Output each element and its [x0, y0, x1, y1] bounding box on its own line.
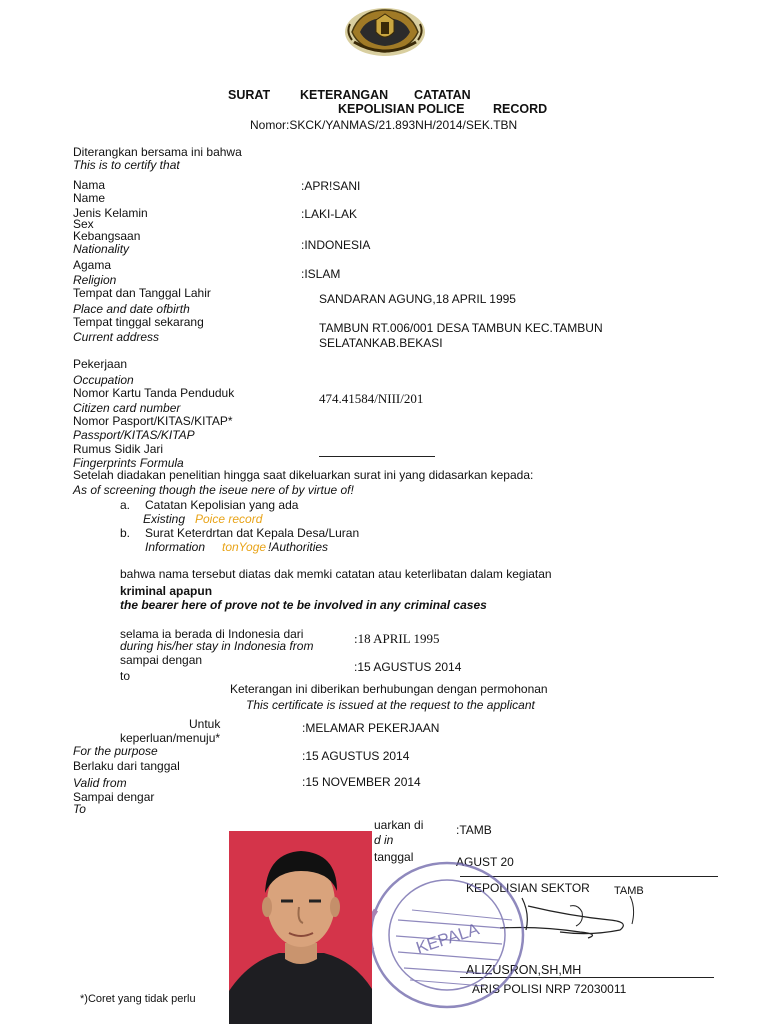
purpose-label-1: Untuk	[189, 717, 221, 731]
signature-name: ALIZUSRON,SH,MH	[466, 963, 582, 977]
stay-from-value: :18 APRIL 1995	[354, 631, 440, 646]
field-birth-value: SANDARAN AGUNG,18 APRIL 1995	[319, 292, 516, 306]
valid-to-value: :15 NOVEMBER 2014	[302, 775, 421, 789]
statement-line-3: the bearer here of prove not te be involved in any criminal cases	[120, 598, 487, 612]
list-a-en-highlight: Poice record	[195, 512, 263, 526]
screening-en: As of screening though the iseue nere of by virtue of!	[73, 483, 354, 497]
field-name-value: :APR!SANI	[301, 179, 361, 193]
field-address-value-2: SELATANKAB.BEKASI	[319, 336, 443, 350]
field-address-label-en: Current address	[73, 330, 160, 344]
list-b-en-tail: !Authorities	[268, 540, 329, 554]
field-occupation-label: Pekerjaan	[73, 357, 128, 371]
field-nationality-label: Kebangsaan	[73, 229, 141, 243]
stay-id: selama ia berada di Indonesia dari	[120, 627, 304, 641]
field-address-label: Tempat tinggal sekarang	[73, 315, 204, 329]
field-birth-label: Tempat dan Tanggal Lahir	[73, 286, 211, 300]
list-b-id: Surat Keterdrtan dat Kepala Desa/Luran	[145, 526, 360, 540]
field-religion-label-en: Religion	[73, 273, 117, 287]
field-sex-label: Jenis Kelamin	[73, 206, 148, 220]
field-address-value: TAMBUN RT.006/001 DESA TAMBUN KEC.TAMBUN	[319, 321, 603, 335]
signature-rank: ARIS POLISI NRP 72030011	[472, 982, 627, 996]
list-b-en-highlight: tonYoge	[222, 540, 267, 554]
field-sex-value: :LAKI-LAK	[301, 207, 358, 221]
field-name-label-en: Name	[73, 191, 106, 205]
field-nationality-label-en: Nationality	[73, 242, 130, 256]
title-word-2: KETERANGAN	[300, 88, 389, 102]
signature-office: KEPOLISIAN SEKTOR	[466, 881, 590, 895]
list-b-en: Information	[145, 540, 206, 554]
valid-from-id: Berlaku dari tanggal	[73, 759, 180, 773]
issue-place-line-3: tanggal	[374, 850, 414, 864]
field-idcard-label-en: Citizen card number	[73, 401, 181, 415]
title-word-4: KEPOLISIAN POLICE	[338, 102, 465, 116]
valid-from-value: :15 AGUSTUS 2014	[302, 749, 410, 763]
intro-en: This is to certify that	[73, 158, 180, 172]
field-idcard-label: Nomor Kartu Tanda Penduduk	[73, 386, 235, 400]
official-stamp	[352, 850, 532, 1020]
valid-to-en: To	[73, 802, 86, 816]
issue-date-value: AGUST 20	[456, 855, 514, 869]
title-word-5: RECORD	[493, 102, 548, 116]
issue-place-line-2: d in	[374, 833, 394, 847]
issued-id: Keterangan ini diberikan berhubungan dengan permohonan	[230, 682, 548, 696]
signature-office-tail: TAMB	[614, 885, 644, 897]
purpose-label-en: For the purpose	[73, 744, 158, 758]
issued-en: This certificate is issued at the request to the applicant	[246, 698, 535, 712]
purpose-value: :MELAMAR PEKERJAAN	[302, 721, 440, 735]
screening-id: Setelah diadakan penelitian hingga saat dikeluarkan surat ini yang didasarkan kepada:	[73, 468, 534, 482]
valid-from-en: Valid from	[73, 776, 127, 790]
field-name-label: Nama	[73, 178, 106, 192]
stay-en: during his/her stay in Indonesia from	[120, 639, 314, 653]
footnote: *)Coret yang tidak perlu	[80, 993, 196, 1005]
stay-until-value: :15 AGUSTUS 2014	[354, 660, 462, 674]
fingerprint-blank-line	[319, 456, 435, 457]
field-fingerprint-label: Rumus Sidik Jari	[73, 442, 164, 456]
title-word-3: CATATAN	[414, 88, 471, 102]
purpose-label-2: keperluan/menuju*	[120, 731, 221, 745]
field-occupation-label-en: Occupation	[73, 373, 134, 387]
document-number: Nomor:SKCK/YANMAS/21.893NH/2014/SEK.TBN	[250, 118, 518, 132]
field-idcard-value: 474.41584/NIII/201	[319, 391, 424, 406]
applicant-photo	[229, 831, 372, 1024]
stamp-text: KEPALA	[413, 919, 482, 958]
field-fingerprint-label-en: Fingerprints Formula	[73, 456, 184, 470]
statement-line-2: kriminal apapun	[120, 584, 213, 598]
issue-place-value: :TAMB	[456, 823, 492, 837]
field-sex-label-en: Sex	[73, 217, 94, 231]
issue-place-line-1: uarkan di	[374, 818, 424, 832]
list-a-en: Existing	[143, 512, 186, 526]
field-passport-label-en: Passport/KITAS/KITAP	[73, 428, 195, 442]
stay-until-id: sampai dengan	[120, 653, 203, 667]
list-b-letter: b.	[120, 526, 131, 540]
field-religion-value: :ISLAM	[301, 267, 341, 281]
list-a-id: Catatan Kepolisian yang ada	[145, 498, 299, 512]
list-a-letter: a.	[120, 498, 131, 512]
field-religion-label: Agama	[73, 258, 112, 272]
statement-line-1: bahwa nama tersebut diatas dak memki catatan atau keterlibatan dalam kegiatan	[120, 567, 552, 581]
field-nationality-value: :INDONESIA	[301, 238, 371, 252]
stay-until-en: to	[120, 669, 131, 683]
intro-id: Diterangkan bersama ini bahwa	[73, 145, 242, 159]
police-emblem	[340, 2, 430, 58]
field-birth-label-en: Place and date ofbirth	[73, 302, 190, 316]
title-word-1: SURAT	[228, 88, 271, 102]
valid-to-id: Sampai dengar	[73, 790, 155, 804]
field-passport-label: Nomor Pasport/KITAS/KITAP*	[73, 414, 233, 428]
